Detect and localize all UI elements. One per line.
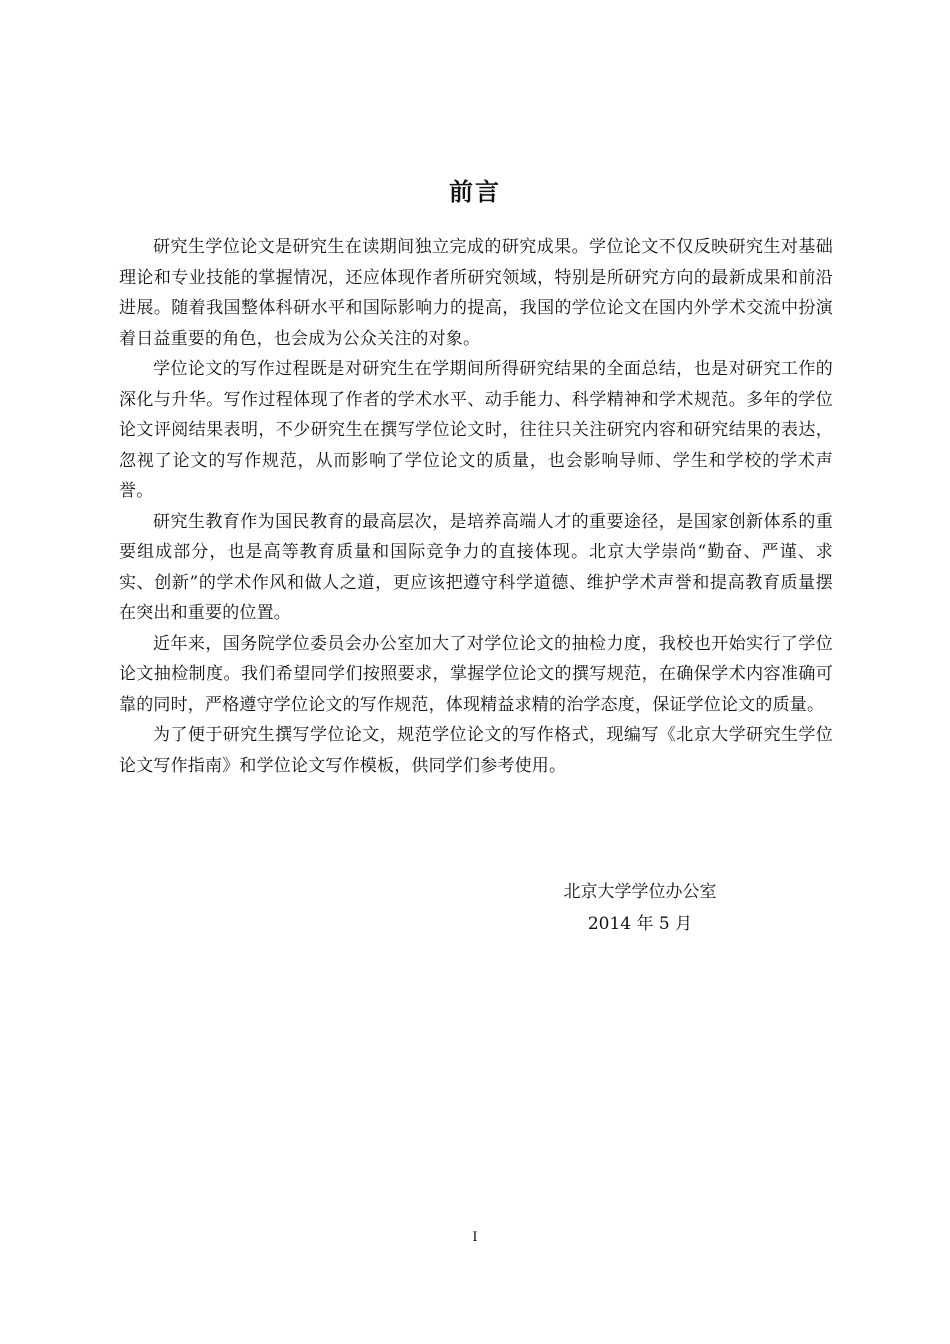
paragraph-4: 近年来，国务院学位委员会办公室加大了对学位论文的抽检力度，我校也开始实行了学位论文抽检制度。我们希望同学们按照要求，掌握学位论文的撰写规范，在确保学术内容准确可靠的同时，严格遵守学位论文的写作规范，体现精益求精的治学态度，保证学位论文的质量。 [119,633,833,715]
paragraph-5: 为了便于研究生撰写学位论文，规范学位论文的写作格式，现编写《北京大学研究生学位论文写作指南》和学位论文写作模板，供同学们参考使用。 [119,725,833,776]
signature-date: 2014 年 5 月 [587,914,693,934]
page-title: 前言 [449,178,501,206]
preface-body [119,232,833,781]
paragraph-1: 研究生学位论文是研究生在读期间独立完成的研究成果。学位论文不仅反映研究生对基础理论和专业技能的掌握情况，还应体现作者所研究领域，特别是所研究方向的最新成果和前沿进展。随着我国整体科研水平和国际影响力的提高，我国的学位论文在国内外学术交流中扮演着日益重要的角色，也会成为公众关注的对象。 [119,237,833,349]
signature-organization: 北京大学学位办公室 [563,882,717,902]
page-number: I [472,1230,478,1245]
paragraph-3: 研究生教育作为国民教育的最高层次，是培养高端人才的重要途径，是国家创新体系的重要组成部分，也是高等教育质量和国际竞争力的直接体现。北京大学崇尚“勤奋、严谨、求实、创新”的学术作风和做人之道，更应该把遵守科学道德、维护学术声誉和提高教育质量摆在突出和重要的位置。 [119,511,833,623]
signature-block [540,876,740,940]
paragraph-2: 学位论文的写作过程既是对研究生在学期间所得研究结果的全面总结，也是对研究工作的深化与升华。写作过程体现了作者的学术水平、动手能力、科学精神和学术规范。多年的学位论文评阅结果表明，不少研究生在撰写学位论文时，往往只关注研究内容和研究结果的表达，忽视了论文的写作规范，从而影响了学位论文的质量，也会影响导师、学生和学校的学术声誉。 [119,359,833,501]
